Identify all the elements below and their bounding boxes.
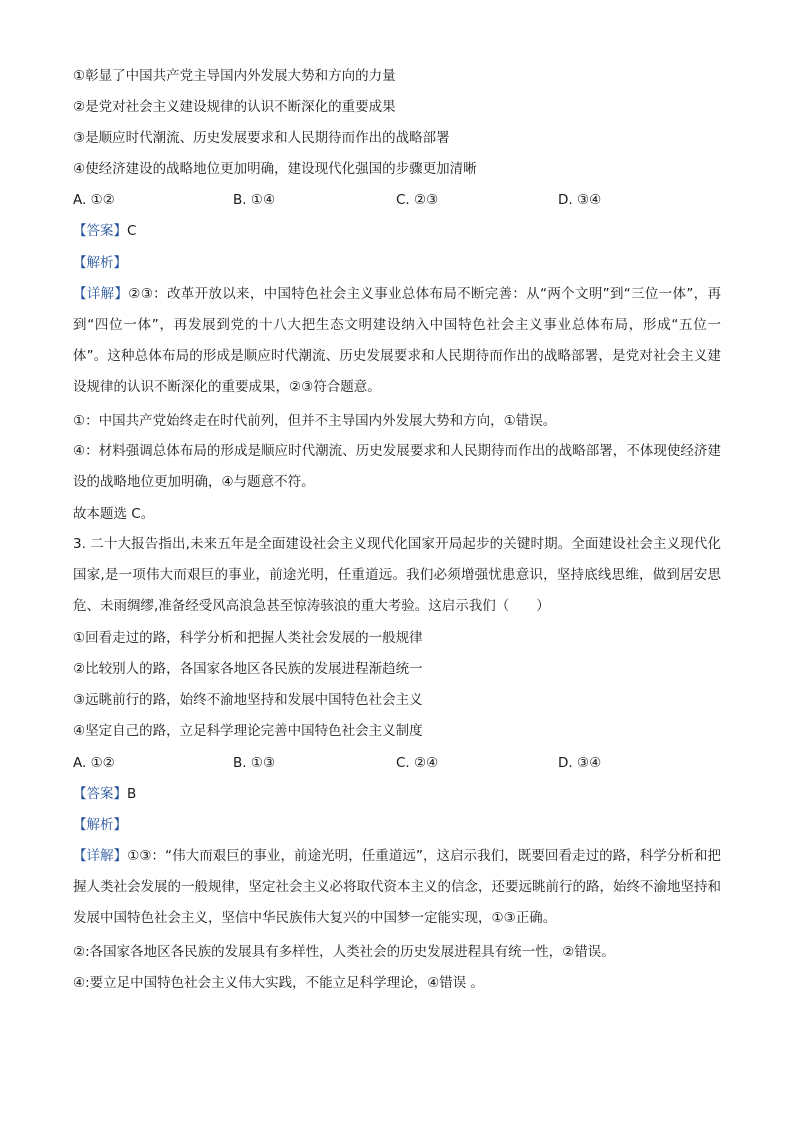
detail-tag: 【详解】	[73, 848, 128, 864]
detail-text: ②③：改革开放以来，中国特色社会主义事业总体布局不断完善：从“两个文明”到“三位一体”，再到“四位一体”，再发展到党的十八大把生态文明建设纳入中国特色社会主义事业总体布局，形成“五位一体”。这种总体布局的形成是顺应时代潮流、历史发展要求和人民期待而作出的战略部署，是党对社会主义建设规律的认识不断深化的重要成果，②③符合题意。	[73, 286, 721, 395]
analysis-tag: 【解析】	[73, 817, 127, 833]
answer-value: B	[127, 786, 137, 802]
q2-detail-1: ①：中国共产党始终走在时代前列，但并不主导国内外发展大势和方向，①错误。	[73, 413, 557, 429]
q3-statement-3: ③远眺前行的路，始终不渝地坚持和发展中国特色社会主义	[73, 692, 423, 708]
q3-option-c: C. ②④	[396, 755, 439, 771]
q3-statement-4: ④坚定自己的路，立足科学理论完善中国特色社会主义制度	[73, 723, 423, 739]
q2-option-a: A. ①②	[73, 192, 115, 208]
q2-analysis-heading	[73, 253, 127, 273]
q2-conclusion: 故本题选 C。	[73, 506, 155, 522]
q3-statement-1: ①回看走过的路，科学分析和把握人类社会发展的一般规律	[73, 630, 423, 646]
q3-option-d: D. ③④	[558, 755, 602, 771]
q2-option-b: B. ①④	[233, 192, 276, 208]
q3-statement-2: ②比较别人的路，各国家各地区各民族的发展进程渐趋统一	[73, 661, 423, 677]
q2-option-c: C. ②③	[396, 192, 439, 208]
q2-detail-23	[73, 279, 721, 403]
q2-statement-3: ③是顺应时代潮流、历史发展要求和人民期待而作出的战略部署	[73, 130, 450, 146]
q2-answer	[73, 221, 136, 241]
q2-statement-2: ②是党对社会主义建设规律的认识不断深化的重要成果	[73, 99, 396, 115]
answer-tag: 【答案】	[73, 223, 127, 239]
q3-answer	[73, 784, 136, 804]
q3-analysis-heading	[73, 815, 127, 835]
q3-option-b: B. ①③	[233, 755, 276, 771]
q3-stem: 3. 二十大报告指出,未来五年是全面建设社会主义现代化国家开局起步的关键时期。全面建设社会主义现代化国家,是一项伟大而艰巨的事业，前途光明，任重道远。我们必须增强忧患意识，坚持底线思维，做到居安思危、未雨绸缪,准备经受风高浪急甚至惊涛骇浪的重大考验。这启示我们（ ）	[73, 536, 721, 614]
analysis-tag: 【解析】	[73, 255, 127, 271]
answer-tag: 【答案】	[73, 786, 127, 802]
q3-detail-2: ②:各国家各地区各民族的发展具有多样性，人类社会的历史发展进程具有统一性，②错误。	[73, 944, 615, 960]
q3-detail-13	[73, 841, 721, 934]
q2-detail-4: ④：材料强调总体布局的形成是顺应时代潮流、历史发展要求和人民期待而作出的战略部署，不体现使经济建设的战略地位更加明确，④与题意不符。	[73, 443, 721, 490]
detail-text: ①③：“伟大而艰巨的事业，前途光明，任重道远”，这启示我们，既要回看走过的路，科学分析和把握人类社会发展的一般规律，坚定社会主义必将取代资本主义的信念，还要远眺前行的路，始终不渝地坚持和发展中国特色社会主义，坚信中华民族伟大复兴的中国梦一定能实现，①③正确。	[73, 848, 722, 926]
q3-option-a: A. ①②	[73, 755, 115, 771]
q2-statement-1: ①彰显了中国共产党主导国内外发展大势和方向的力量	[73, 68, 396, 84]
answer-value: C	[127, 223, 137, 239]
q2-statement-4: ④使经济建设的战略地位更加明确，建设现代化强国的步骤更加清晰	[73, 161, 477, 177]
q2-option-d: D. ③④	[558, 192, 602, 208]
q3-detail-4: ④:要立足中国特色社会主义伟大实践，不能立足科学理论，④错误 。	[73, 975, 485, 991]
detail-tag: 【详解】	[73, 286, 129, 302]
